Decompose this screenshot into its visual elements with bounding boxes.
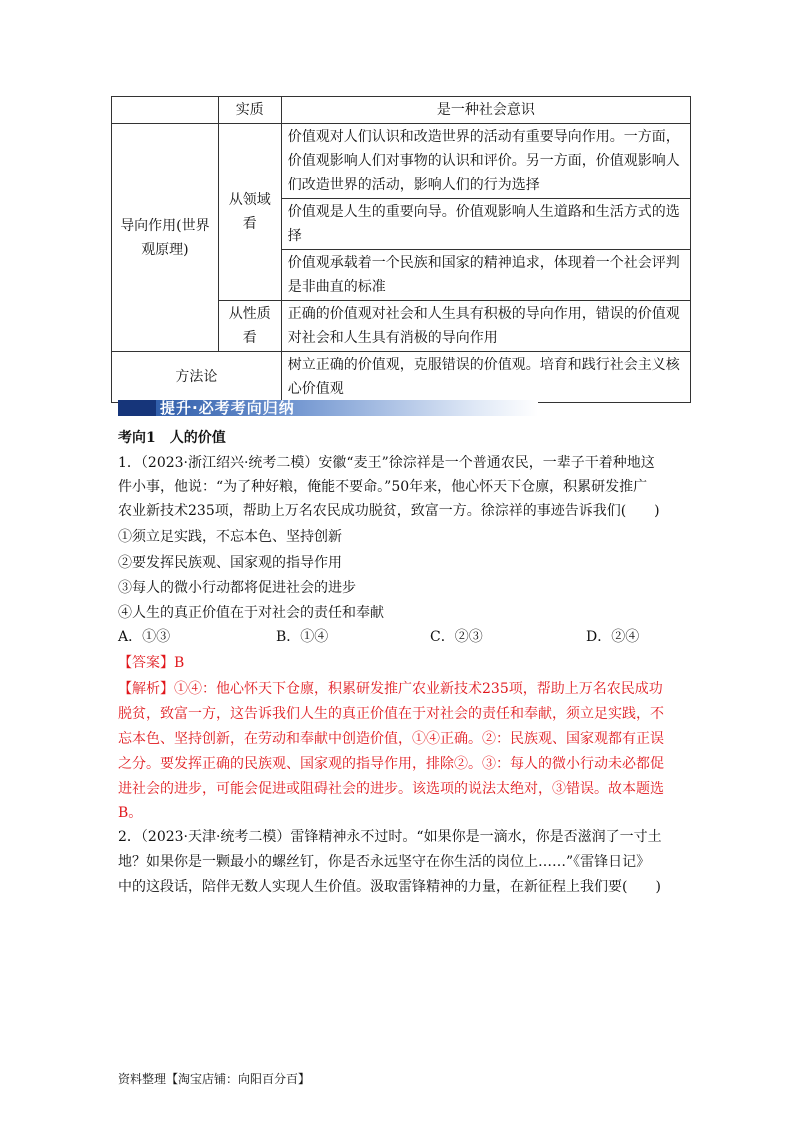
q1-statement: ②要发挥民族观、国家观的指导作用 — [118, 555, 342, 571]
q1-analysis-line: 之分。要发挥正确的民族观、国家观的指导作用，排除②。③：每人的微小行动未必都促 — [118, 756, 664, 772]
table-cell-guide-label: 导向作用(世界观原理) — [112, 124, 219, 352]
table-cell-domain-label: 从领域看 — [218, 124, 281, 301]
table-row — [112, 97, 691, 124]
q1-statement: ①须立足实践，不忘本色、坚持创新 — [118, 529, 342, 545]
table-cell-method-value: 树立正确的价值观，克服错误的价值观。培育和践行社会主义核心价值观 — [281, 352, 690, 403]
section-title: 考向1 人的价值 — [118, 430, 226, 446]
table-cell-essence-value: 是一种社会意识 — [281, 97, 690, 124]
table-cell-empty — [112, 97, 219, 124]
q1-statement: ③每人的微小行动都将促进社会的进步 — [118, 580, 356, 596]
q1-analysis-line: 【解析】①④：他心怀天下仓廪，积累研发推广农业新技术235项，帮助上万名农民成功 — [118, 681, 663, 697]
table-row — [112, 352, 691, 403]
knowledge-table — [111, 96, 691, 403]
q1-analysis-line: 脱贫，致富一方，这告诉我们人生的真正价值在于对社会的责任和奉献，须立足实践，不 — [118, 706, 664, 722]
option-b: B．①④ — [276, 629, 329, 645]
q1-analysis-line: 忘本色、坚持创新，在劳动和奉献中创造价值，①④正确。②：民族观、国家观都有正误 — [118, 731, 664, 747]
q1-answer: 【答案】B — [118, 655, 185, 671]
table-cell-essence-label: 实质 — [218, 97, 281, 124]
table-cell-method-label: 方法论 — [112, 352, 282, 403]
table-cell-domain-item: 价值观承载着一个民族和国家的精神追求，体现着一个社会评判是非曲直的标准 — [281, 250, 690, 301]
q2-stem-line: 2．（2023·天津·统考二模）雷锋精神永不过时。“如果你是一滴水，你是否滋润了一寸土 — [118, 829, 662, 845]
table-cell-nature-label: 从性质看 — [218, 301, 281, 352]
q1-stem-line: 件小事，他说：“为了种好粮，俺能不要命。”50年来，他心怀天下仓廪，积累研发推广 — [118, 479, 648, 495]
q1-stem-line: 1．（2023·浙江绍兴·统考二模）安徽“麦王”徐淙祥是一个普通农民，一辈子干着种地这 — [118, 455, 655, 471]
table-cell-domain-item: 价值观是人生的重要向导。价值观影响人生道路和生活方式的选择 — [281, 199, 690, 250]
banner-accent-block — [118, 400, 156, 416]
table-cell-domain-item: 价值观对人们认识和改造世界的活动有重要导向作用。一方面，价值观影响人们对事物的认识和评价。另一方面，价值观影响人们改造世界的活动，影响人们的行为选择 — [281, 124, 690, 199]
banner-title: 提升·必考考向归纳 — [160, 399, 295, 417]
section-banner — [118, 397, 538, 417]
option-d: D．②④ — [586, 629, 640, 645]
table-cell-nature-value: 正确的价值观对社会和人生具有积极的导向作用，错误的价值观对社会和人生具有消极的导向作用 — [281, 301, 690, 352]
option-c: C．②③ — [430, 629, 483, 645]
q2-stem-line: 中的这段话，陪伴无数人实现人生价值。汲取雷锋精神的力量，在新征程上我们要( ) — [118, 879, 661, 895]
table-row — [112, 124, 691, 199]
q1-analysis-line: B。 — [118, 805, 143, 821]
q2-stem-line: 地？如果你是一颗最小的螺丝钉，你是否永远坚守在你生活的岗位上……”《雷锋日记》 — [118, 854, 651, 870]
q1-statement: ④人生的真正价值在于对社会的责任和奉献 — [118, 605, 384, 621]
q1-analysis-line: 进社会的进步，可能会促进或阻碍社会的进步。该选项的说法太绝对，③错误。故本题选 — [118, 781, 664, 797]
page-footer: 资料整理【淘宝店铺：向阳百分百】 — [118, 1072, 311, 1086]
option-a: A．①③ — [118, 629, 171, 645]
q1-stem-line: 农业新技术235项，帮助上万名农民成功脱贫，致富一方。徐淙祥的事迹告诉我们( ) — [118, 503, 660, 519]
